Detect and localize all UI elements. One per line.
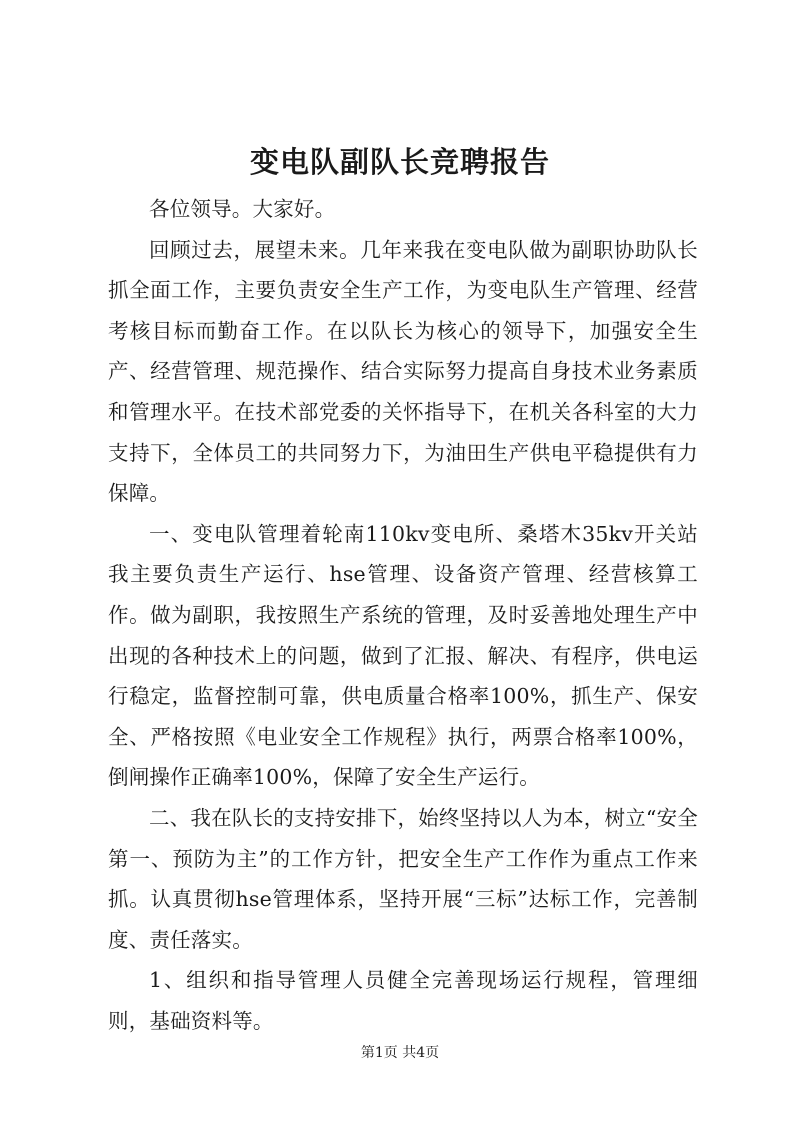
document-body bbox=[108, 189, 698, 1041]
document-title: 变电队副队长竞聘报告 bbox=[249, 145, 550, 179]
page-footer: 第1页 共4页 bbox=[360, 1045, 440, 1061]
paragraph-section-one: 一、变电队管理着轮南110kv变电所、桑塔木35kv开关站我主要负责生产运行、hse管理、设备资产管理、经营核算工作。做为副职，我按照生产系统的管理，及时妥善地处理生产中出现的各种技术上的问题，做到了汇报、解决、有程序，供电运行稳定，监督控制可靠，供电质量合格率100%，抓生产、保安全、严格按照《电业安全工作规程》执行，两票合格率100%，倒闸操作正确率100%，保障了安全生产运行。 bbox=[108, 521, 698, 790]
paragraph-greeting: 各位领导。大家好。 bbox=[149, 197, 336, 221]
paragraph-item-one: 1、组织和指导管理人员健全完善现场运行规程，管理细则，基础资料等。 bbox=[108, 968, 698, 1033]
paragraph-section-two: 二、我在队长的支持安排下，始终坚持以人为本，树立“安全第一、预防为主”的工作方针，把安全生产工作作为重点工作来抓。认真贯彻hse管理体系，坚持开展“三标”达标工作，完善制度、责任落实。 bbox=[108, 805, 698, 952]
paragraph-review: 回顾过去，展望未来。几年来我在变电队做为副职协助队长抓全面工作，主要负责安全生产工作，为变电队生产管理、经营考核目标而勤奋工作。在以队长为核心的领导下，加强安全生产、经营管理、规范操作、结合实际努力提高自身技术业务素质和管理水平。在技术部党委的关怀指导下，在机关各科室的大力支持下，全体员工的共同努力下，为油田生产供电平稳提供有力保障。 bbox=[108, 237, 698, 506]
